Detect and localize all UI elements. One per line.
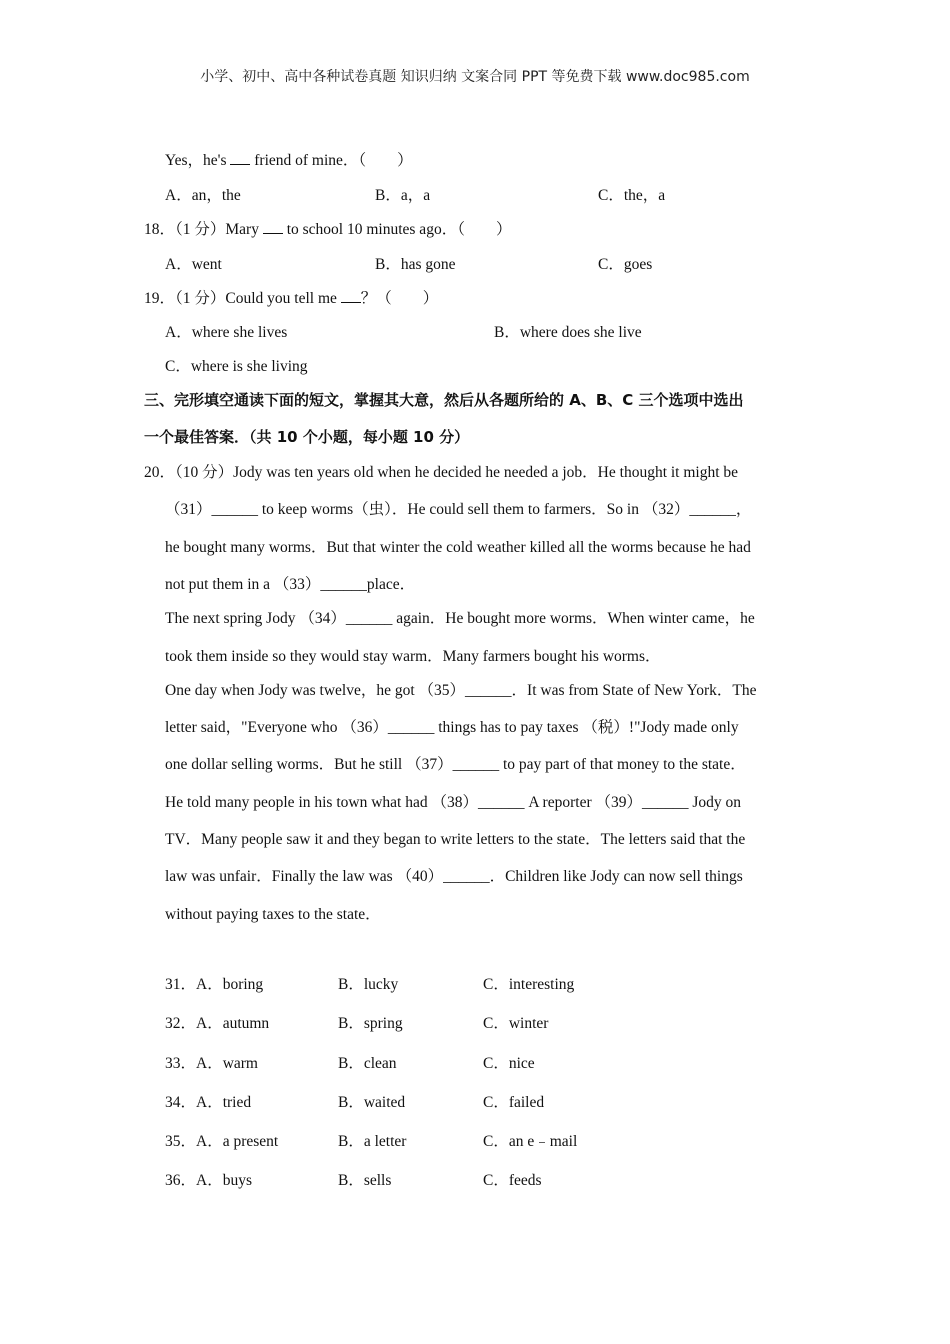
choice-36-c: C．feeds — [483, 1172, 542, 1189]
passage-line: law was unfair．Finally the law was （40）______．Children like Jody can now sell things — [165, 868, 743, 885]
q17-option-a: A．an，the — [165, 187, 241, 204]
q18-option-b: B．has gone — [375, 256, 456, 273]
answer-blank — [230, 150, 250, 165]
page-header: 小学、初中、高中各种试卷真题 知识归纳 文案合同 PPT 等免费下载 www.doc985.com — [200, 69, 750, 85]
choice-36-b: B．sells — [338, 1172, 392, 1189]
passage-line: （31）______ to keep worms（虫）．He could sell them to farmers．So in （32）______， — [165, 501, 752, 518]
passage-line: took them inside so they would stay warm．Many farmers bought his worms． — [165, 648, 661, 665]
q18-option-a: A．went — [165, 256, 222, 273]
question-19-stem: 19．（1 分）Could you tell me ？（ ） — [144, 290, 439, 307]
choice-32-b: B．spring — [338, 1015, 403, 1032]
passage-line: not put them in a （33）______place． — [165, 576, 416, 593]
q17-option-b: B．a，a — [375, 187, 431, 204]
q17-option-c: C．the，a — [598, 187, 666, 204]
passage-line: TV．Many people saw it and they began to write letters to the state．The letters said that the — [165, 831, 746, 848]
passage-line: He told many people in his town what had （38）______ A reporter （39）______ Jody on — [165, 794, 742, 811]
choice-33-c: C．nice — [483, 1055, 535, 1072]
q18-option-c: C．goes — [598, 256, 653, 273]
q19-option-b: B．where does she live — [494, 324, 642, 341]
choice-31-a: 31．A．boring — [165, 976, 264, 993]
section-3-heading-line-2: 一个最佳答案．（共 10 个小题，每小题 10 分） — [144, 428, 470, 446]
answer-blank — [341, 288, 361, 303]
choice-33-b: B．clean — [338, 1055, 397, 1072]
choice-32-c: C．winter — [483, 1015, 549, 1032]
question-18-stem: 18．（1 分）Mary to school 10 minutes ago．（ ） — [144, 221, 512, 238]
passage-line: without paying taxes to the state． — [165, 906, 381, 923]
answer-blank — [263, 219, 283, 234]
choice-35-b: B．a letter — [338, 1133, 407, 1150]
passage-line: he bought many worms．But that winter the cold weather killed all the worms because he had — [165, 539, 751, 556]
choice-31-b: B．lucky — [338, 976, 399, 993]
passage-line: The next spring Jody （34）______ again．He bought more worms．When winter came，he — [165, 610, 755, 627]
q19-option-c: C．where is she living — [165, 358, 308, 375]
choice-34-c: C．failed — [483, 1094, 545, 1111]
section-3-heading-line-1: 三、完形填空通读下面的短文，掌握其大意，然后从各题所给的 A、B、C 三个选项中选出 — [144, 391, 744, 409]
passage-line: 20．（10 分）Jody was ten years old when he decided he needed a job．He thought it might be — [144, 464, 739, 481]
choice-36-a: 36．A．buys — [165, 1172, 252, 1189]
choice-32-a: 32．A．autumn — [165, 1015, 270, 1032]
passage-line: letter said，"Everyone who （36）______ things has to pay taxes （税）!"Jody made only — [165, 719, 739, 736]
choice-35-c: C．an e﹣mail — [483, 1133, 578, 1150]
choice-35-a: 35．A．a present — [165, 1133, 279, 1150]
choice-34-a: 34．A．tried — [165, 1094, 252, 1111]
choice-33-a: 33．A．warm — [165, 1055, 258, 1072]
q19-option-a: A．where she lives — [165, 324, 288, 341]
passage-line: One day when Jody was twelve，he got （35）______．It was from State of New York．The — [165, 682, 757, 699]
passage-line: one dollar selling worms．But he still （37）______ to pay part of that money to the state． — [165, 756, 746, 773]
choice-34-b: B．waited — [338, 1094, 406, 1111]
choice-31-c: C．interesting — [483, 976, 575, 993]
question-17-stem: Yes，he's friend of mine．（ ） — [165, 152, 413, 169]
